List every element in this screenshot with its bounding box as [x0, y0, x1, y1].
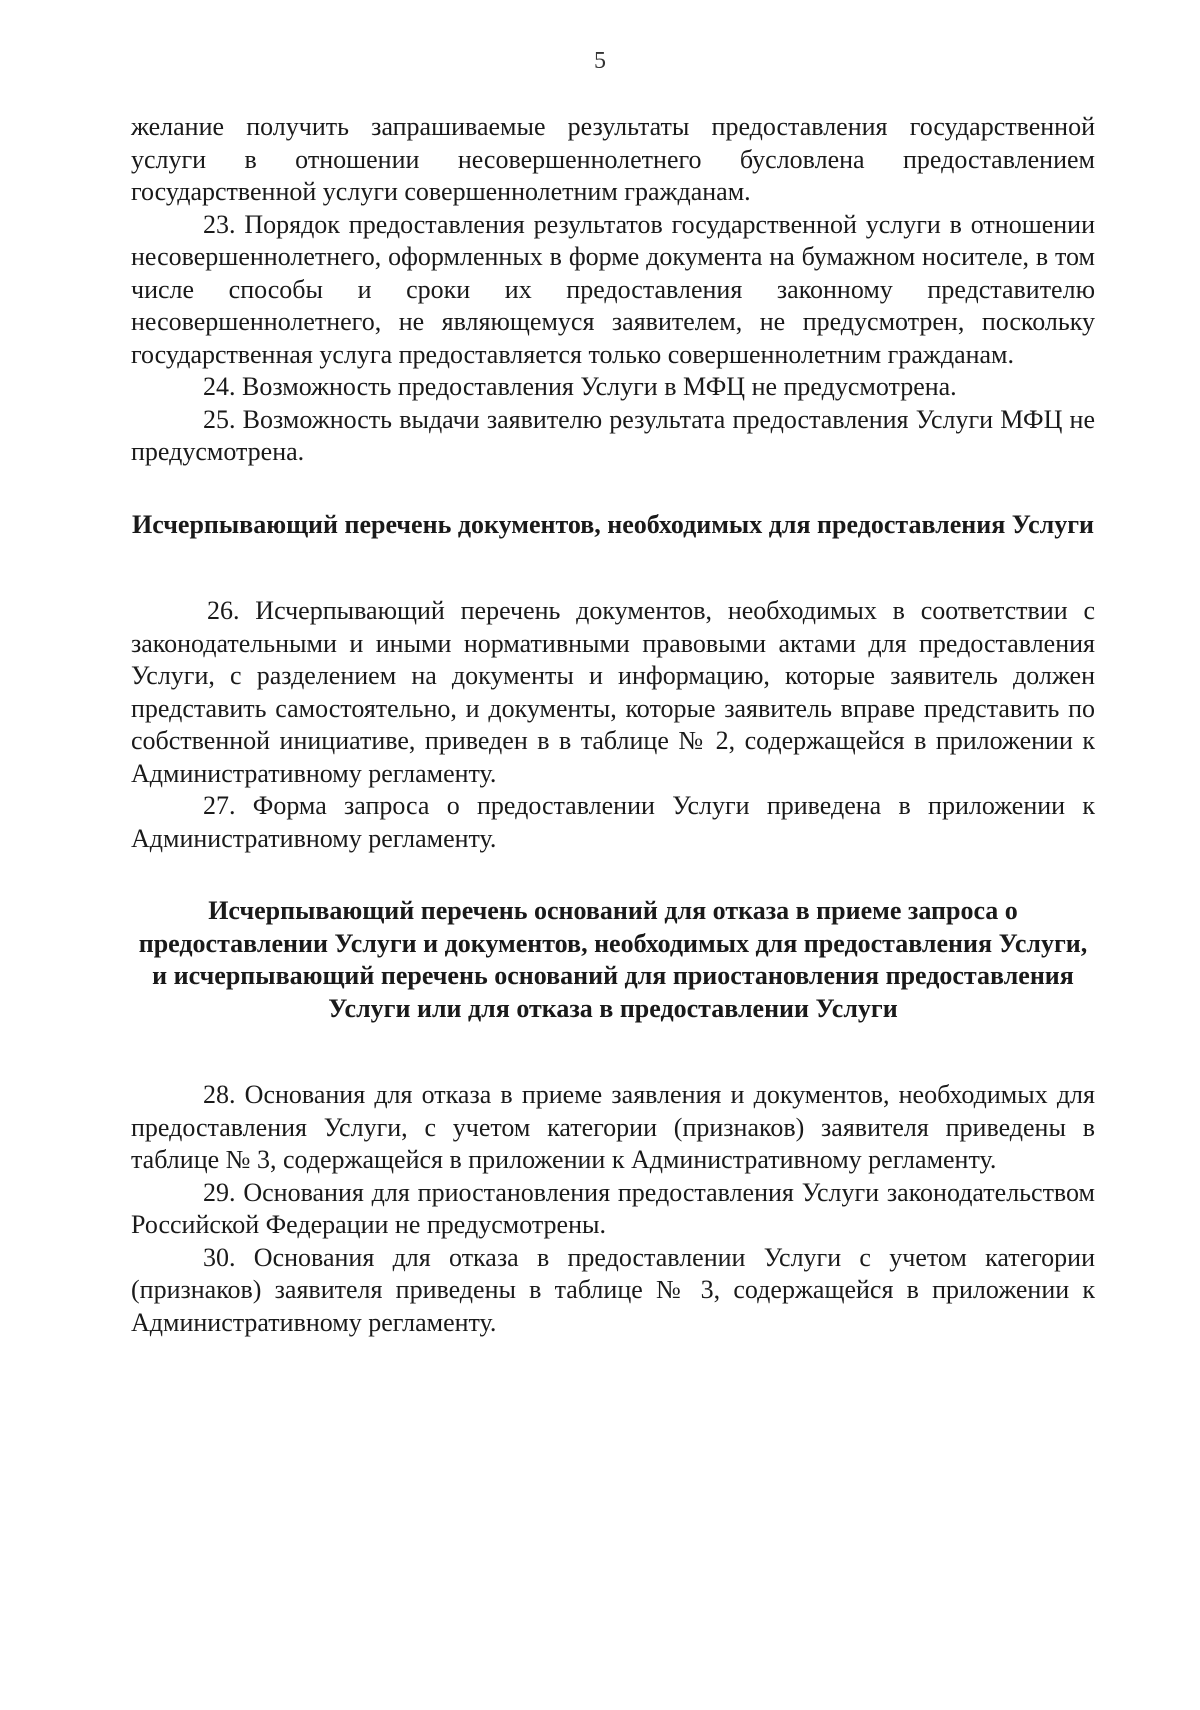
- paragraph-24: 24. Возможность предоставления Услуги в МФЦ не предусмотрена.: [203, 372, 957, 401]
- paragraph-28: 28. Основания для отказа в приеме заявления и документов, необходимых для предоставления Услуги, с учетом категории (признаков) заявителя приведены в таблице № 3, содержащейся в приложении к Административному регламенту.: [131, 1080, 1095, 1174]
- page-number: 5: [594, 48, 606, 74]
- paragraph-27: 27. Форма запроса о предоставлении Услуги приведена в приложении к Административному регламенту.: [131, 791, 1095, 853]
- paragraph-26: 26. Исчерпывающий перечень документов, необходимых в соответствии с законодательными и иными нормативными правовыми актами для предоставления Услуги, с разделением на документы и информацию, которые заявитель должен представить самостоятельно, и документы, которые заявитель вправе представить по собственной инициативе, приведен в в таблице № 2, содержащейся в приложении к Административному регламенту.: [131, 596, 1095, 788]
- paragraph-continuation: желание получить запрашиваемые результаты предоставления государственной услуги в отношении несовершеннолетнего бусловлена предоставлением государственной услуги совершеннолетним гражданам.: [131, 112, 1095, 206]
- spacer: [131, 469, 1095, 509]
- paragraph-23: 23. Порядок предоставления результатов государственной услуги в отношении несовершеннолетнего, оформленных в форме документа на бумажном носителе, в том числе способы и сроки их предоставления законному представителю несовершеннолетнего, не являющемуся заявителем, не предусмотрен, поскольку государственная услуга предоставляется только совершеннолетним гражданам.: [131, 209, 1095, 369]
- spacer: [131, 855, 1095, 895]
- spacer: [131, 1025, 1095, 1079]
- section-heading-documents: Исчерпывающий перечень документов, необходимых для предоставления Услуги: [132, 509, 1094, 539]
- section-heading-refusal-grounds: Исчерпывающий перечень оснований для отказа в приеме запроса о предоставлении Услуги и документов, необходимых для предоставления Услуги, и исчерпывающий перечень оснований для приостановления предоставления Услуги или для отказа в предоставлении Услуги: [138, 896, 1088, 1023]
- spacer: [131, 541, 1095, 595]
- document-body: [131, 111, 1095, 1339]
- paragraph-29: 29. Основания для приостановления предоставления Услуги законодательством Российской Федерации не предусмотрены.: [131, 1177, 1095, 1239]
- paragraph-25: 25. Возможность выдачи заявителю результата предоставления Услуги МФЦ не предусмотрена.: [131, 404, 1095, 466]
- paragraph-30: 30. Основания для отказа в предоставлении Услуги с учетом категории (признаков) заявителя приведены в таблице № 3, содержащейся в приложении к Административному регламенту.: [131, 1242, 1095, 1337]
